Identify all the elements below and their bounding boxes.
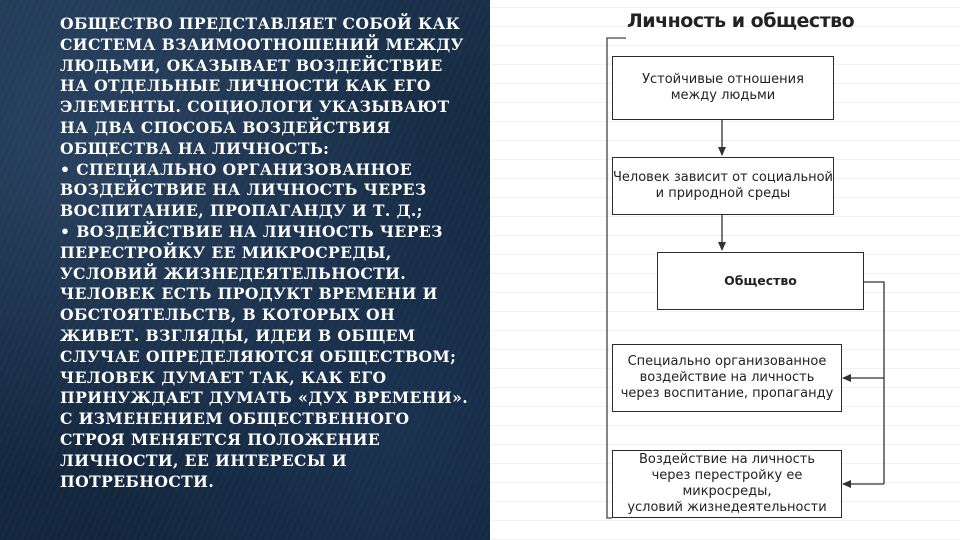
box-organized-influence: Специально организованное воздействие на личность через воспитание, пропаганду bbox=[612, 344, 842, 412]
slide-body-text: ОБЩЕСТВО ПРЕДСТАВЛЯЕТ СОБОЙ КАК СИСТЕМА ВЗАИМООТНОШЕНИЙ МЕЖДУ ЛЮДЬМИ, ОКАЗЫВАЕТ ВОЗДЕЙСТВИЕ НА ОТДЕЛЬНЫЕ ЛИЧНОСТИ КАК ЕГО ЭЛЕМЕНТЫ. СОЦИОЛОГИ УКАЗЫВАЮТ НА ДВА СПОСОБА ВОЗДЕЙСТВИЯ ОБЩЕСТВА НА ЛИЧНОСТЬ: • СПЕЦИАЛЬНО ОРГАНИЗОВАННОЕ ВОЗДЕЙСТВИЕ НА ЛИЧНОСТЬ ЧЕРЕЗ ВОСПИТАНИЕ, ПРОПАГАНДУ И Т. Д.; • ВОЗДЕЙСТВИЕ НА ЛИЧНОСТЬ ЧЕРЕЗ ПЕРЕСТРОЙКУ ЕЕ МИКРОСРЕДЫ, УСЛОВИЙ ЖИЗНЕДЕЯТЕЛЬНОСТИ. ЧЕЛОВЕК ЕСТЬ ПРОДУКТ ВРЕМЕНИ И ОБСТОЯТЕЛЬСТВ, В КОТОРЫХ ОН ЖИВЕТ. ВЗГЛЯДЫ, ИДЕИ В ОБЩЕМ СЛУЧАЕ ОПРЕДЕЛЯЮТСЯ ОБЩЕСТВОМ; ЧЕЛОВЕК ДУМАЕТ ТАК, КАК ЕГО ПРИНУЖДАЕТ ДУМАТЬ «ДУХ ВРЕМЕНИ». С ИЗМЕНЕНИЕМ ОБЩЕСТВЕННОГО СТРОЯ МЕНЯЕТСЯ ПОЛОЖЕНИЕ ЛИЧНОСТИ, ЕЕ ИНТЕРЕСЫ И ПОТРЕБНОСТИ. bbox=[60, 14, 469, 491]
box-stable-relations: Устойчивые отношения между людьми bbox=[612, 56, 834, 120]
diagram-title: Личность и общество bbox=[627, 10, 855, 32]
society-right-connector bbox=[864, 282, 884, 484]
box-microenvironment: Воздействие на личность через перестройку ее микросреды, условий жизнедеятельности bbox=[612, 450, 842, 518]
box-society: Общество bbox=[657, 252, 864, 310]
box-environment: Человек зависит от социальной и природной среды bbox=[612, 157, 834, 215]
